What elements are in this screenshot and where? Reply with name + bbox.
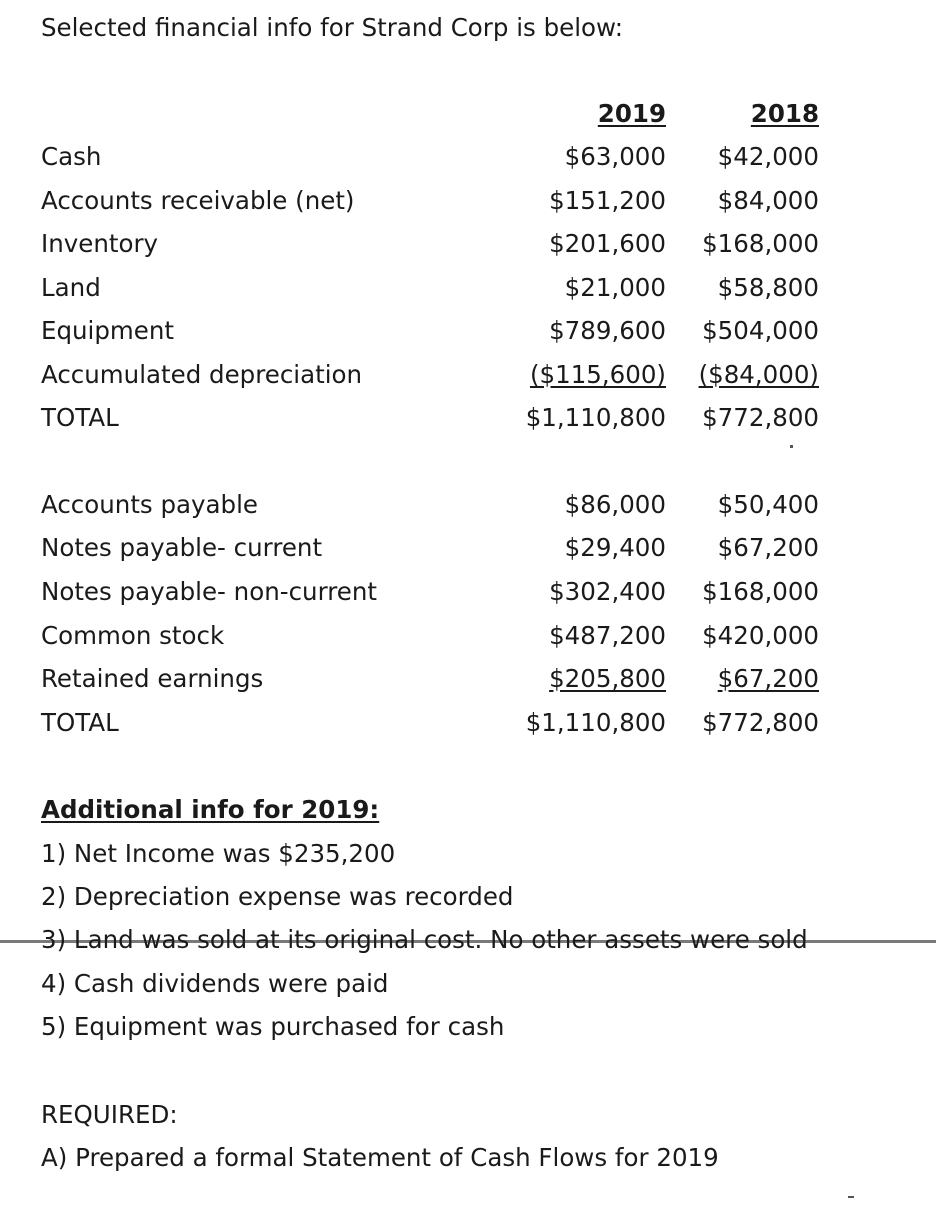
- liability-label-accounts-payable: Accounts payable: [41, 490, 258, 519]
- liability-value-2019: $29,400: [564, 533, 666, 562]
- asset-label-receivables: Accounts receivable (net): [41, 186, 355, 215]
- liability-value-2018: $50,400: [717, 490, 819, 519]
- asset-value-2018: $84,000: [717, 186, 819, 215]
- additional-info-item: 3) Land was sold at its original cost. No other assets were sold: [41, 925, 808, 954]
- scan-speck: [790, 445, 793, 448]
- asset-label-inventory: Inventory: [41, 229, 159, 258]
- asset-value-2019: $151,200: [549, 186, 666, 215]
- asset-value-2018: ($84,000): [698, 360, 819, 389]
- equity-value-2019: $487,200: [549, 621, 666, 650]
- liability-value-2019: $302,400: [549, 577, 666, 606]
- liability-value-2018: $168,000: [702, 577, 819, 606]
- liability-label-notes-current: Notes payable- current: [41, 533, 323, 562]
- asset-value-2018: $168,000: [702, 229, 819, 258]
- required-item: A) Prepared a formal Statement of Cash Flows for 2019: [41, 1143, 719, 1172]
- asset-label-total: TOTAL: [41, 403, 119, 432]
- asset-label-land: Land: [41, 273, 101, 302]
- liability-label-total: TOTAL: [41, 708, 119, 737]
- asset-value-2019: $63,000: [564, 142, 666, 171]
- additional-info-item: 4) Cash dividends were paid: [41, 969, 389, 998]
- liability-total-2018: $772,800: [702, 708, 819, 737]
- equity-label-common-stock: Common stock: [41, 621, 225, 650]
- liability-label-notes-noncurrent: Notes payable- non-current: [41, 577, 377, 606]
- asset-value-2018: $42,000: [717, 142, 819, 171]
- asset-label-accum-depreciation: Accumulated depreciation: [41, 360, 363, 389]
- additional-info-item: 1) Net Income was $235,200: [41, 839, 396, 868]
- equity-value-2018: $420,000: [702, 621, 819, 650]
- additional-info-heading: Additional info for 2019:: [41, 795, 380, 824]
- liability-value-2019: $86,000: [564, 490, 666, 519]
- asset-label-equipment: Equipment: [41, 316, 174, 345]
- equity-value-2019: $205,800: [549, 664, 666, 693]
- required-heading: REQUIRED:: [41, 1100, 178, 1129]
- asset-value-2019: $789,600: [549, 316, 666, 345]
- liability-total-2019: $1,110,800: [525, 708, 666, 737]
- column-header-2019: 2019: [597, 99, 666, 128]
- liability-value-2018: $67,200: [717, 533, 819, 562]
- asset-value-2019: ($115,600): [529, 360, 666, 389]
- page-title: Selected financial info for Strand Corp is below:: [41, 13, 623, 42]
- column-header-2018: 2018: [750, 99, 819, 128]
- asset-value-2018: $58,800: [717, 273, 819, 302]
- asset-total-2019: $1,110,800: [525, 403, 666, 432]
- asset-value-2018: $504,000: [702, 316, 819, 345]
- asset-value-2019: $201,600: [549, 229, 666, 258]
- asset-total-2018: $772,800: [702, 403, 819, 432]
- equity-label-retained-earnings: Retained earnings: [41, 664, 264, 693]
- asset-value-2019: $21,000: [564, 273, 666, 302]
- additional-info-item: 2) Depreciation expense was recorded: [41, 882, 514, 911]
- asset-label-cash: Cash: [41, 142, 102, 171]
- equity-value-2018: $67,200: [717, 664, 819, 693]
- scan-speck: [848, 1196, 854, 1198]
- additional-info-item: 5) Equipment was purchased for cash: [41, 1012, 505, 1041]
